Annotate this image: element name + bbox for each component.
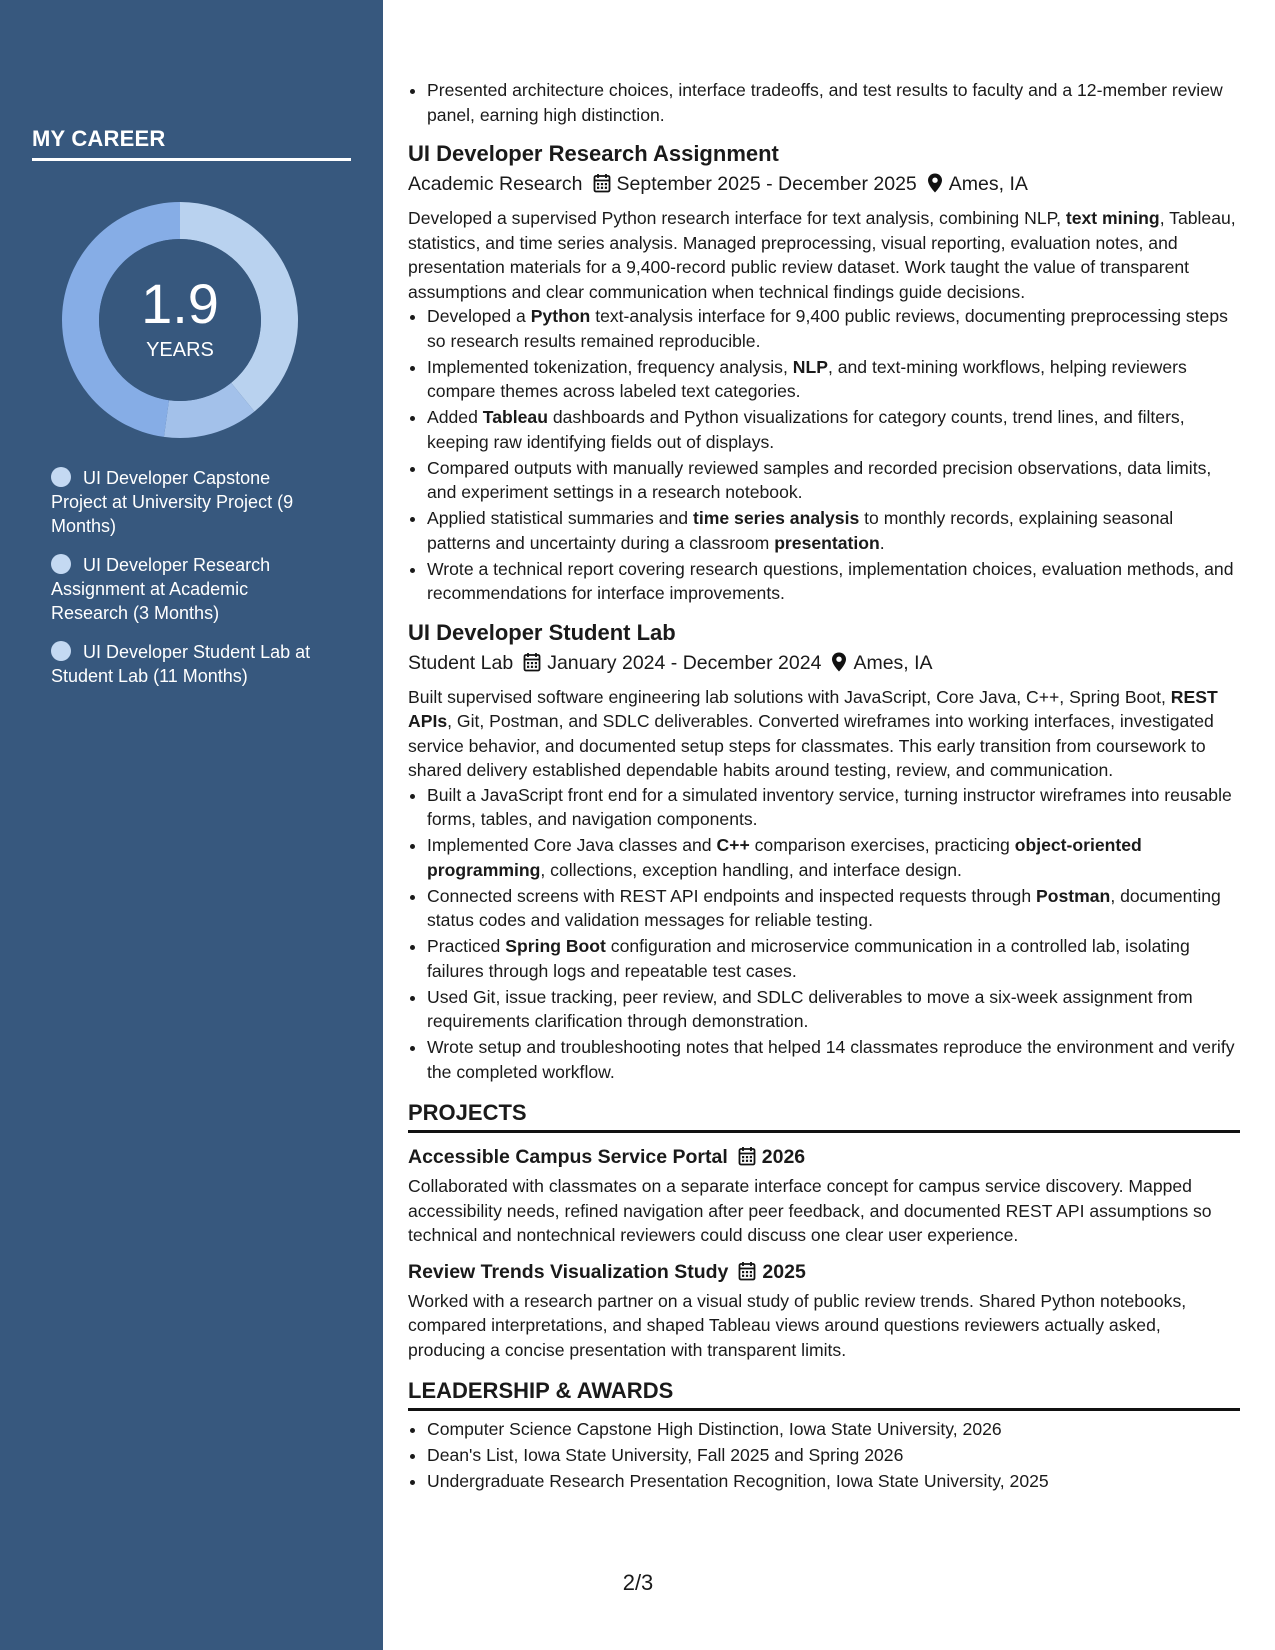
bold-keyword: NLP — [792, 356, 828, 377]
job-organization: Student Lab — [408, 651, 514, 674]
awards-heading: LEADERSHIP & AWARDS — [408, 1376, 1240, 1411]
bold-keyword: Spring Boot — [505, 936, 606, 956]
bullet-item — [427, 405, 1240, 454]
projects-heading: PROJECTS — [408, 1098, 1240, 1133]
legend-dot-icon — [51, 554, 71, 574]
project-title — [408, 1143, 1240, 1174]
bullet-item — [427, 783, 1240, 832]
job-summary — [408, 685, 1240, 783]
job-dates: January 2024 - December 2024 — [547, 651, 822, 674]
text-run: Wrote a technical report covering research questions, implementation choices, evaluation methods, and recommendations for interface improvements. — [427, 558, 1234, 603]
bold-keyword: Postman — [1036, 885, 1111, 906]
award-item: • Dean's List, Iowa State University, Fall 2025 and Spring 2026 — [427, 1443, 1240, 1468]
main-content — [408, 78, 1240, 1495]
job-location: Ames, IA — [948, 173, 1028, 195]
text-run: dashboards and Python visualizations for category counts, trend lines, and filters, keeping raw identifying fields out of displays. — [427, 407, 1185, 452]
bullet-item — [427, 1035, 1240, 1084]
career-legend-label: UI Developer Capstone Project at University Project (9 Months) — [51, 468, 294, 536]
text-run: , Tableau, statistics, and time series analysis. Managed preprocessing, visual reporting, evaluation notes, and presentation materials for a 9,400-record public review dataset. Work taught the value of transparent assumptions and clear communication when technical findings guide decisions. — [408, 208, 1236, 302]
text-run: Built a JavaScript front end for a simulated inventory service, turning instructor wireframes into reusable forms, tables, and navigation components. — [427, 784, 1232, 829]
bold-keyword: C++ — [716, 835, 750, 855]
donut-center-value: 1.9 — [141, 272, 219, 335]
job-title: UI Developer Student Lab — [408, 619, 676, 645]
bullet-item — [427, 355, 1240, 404]
bold-keyword: Python — [530, 306, 591, 326]
bold-keyword: REST APIs — [408, 686, 1218, 731]
job-organization: Academic Research — [408, 173, 583, 195]
project-title — [408, 1258, 1240, 1289]
calendar-icon — [523, 651, 541, 681]
job-title: UI Developer Research Assignment — [408, 141, 779, 166]
bold-keyword: presentation — [774, 532, 880, 553]
sidebar — [0, 0, 383, 1650]
text-run: Implemented Core Java classes and — [427, 835, 717, 855]
bullet-item — [427, 985, 1240, 1034]
text-run: , and text-mining workflows, helping reviewers compare themes across labeled text categories. — [427, 356, 1187, 401]
job-dates: September 2025 - December 2025 — [616, 173, 917, 195]
career-legend — [51, 466, 321, 703]
project-year: 2025 — [762, 1260, 806, 1283]
map-pin-icon — [831, 651, 847, 681]
calendar-icon — [593, 172, 611, 202]
map-pin-icon — [927, 172, 943, 202]
bullet-item — [427, 934, 1240, 983]
career-legend-item — [51, 553, 321, 625]
text-run: Used Git, issue tracking, peer review, and SDLC deliverables to move a six-week assignment from requirements clarification through demonstration. — [427, 986, 1193, 1031]
job-bullets — [408, 783, 1240, 1085]
text-run: . — [879, 532, 885, 553]
calendar-icon — [738, 1146, 756, 1174]
project-year: 2026 — [761, 1146, 806, 1168]
bold-keyword: object-oriented programming — [427, 835, 1142, 880]
career-legend-item — [51, 640, 321, 688]
job-summary — [408, 206, 1240, 304]
text-run: Connected screens with REST API endpoints and inspected requests through — [427, 885, 1036, 906]
bullet-item — [427, 557, 1240, 606]
intro-bullets — [408, 78, 1240, 127]
job-bullets — [408, 304, 1240, 606]
job-location: Ames, IA — [853, 651, 933, 674]
calendar-icon — [738, 1261, 756, 1289]
legend-dot-icon — [51, 467, 71, 487]
experience-list — [408, 139, 1240, 1084]
bullet-item — [427, 506, 1240, 555]
bullet-item — [427, 456, 1240, 505]
career-legend-item — [51, 466, 321, 538]
text-run: , collections, exception handling, and interface design. — [540, 859, 962, 880]
text-run: Practiced — [427, 936, 506, 956]
text-run: , Git, Postman, and SDLC deliverables. Converted wireframes into working interfaces, investigated service behavior, and documented setup steps for classmates. This early transition from coursework to shared delivery established dependable habits around testing, review, and communication. — [408, 711, 1214, 780]
project-name: Accessible Campus Service Portal — [408, 1146, 728, 1168]
text-run: Developed a supervised Python research interface for text analysis, combining NLP, — [408, 208, 1066, 228]
award-item: • Undergraduate Research Presentation Recognition, Iowa State University, 2025 — [427, 1469, 1240, 1494]
bullet-item — [427, 304, 1240, 353]
bullet-item — [427, 884, 1240, 933]
text-run: configuration and microservice communication in a controlled lab, isolating failures through logs and repeatable test cases. — [427, 936, 1190, 981]
text-run: Wrote setup and troubleshooting notes that helped 14 classmates reproduce the environment and verify the completed workflow. — [427, 1037, 1235, 1082]
project-description: Worked with a research partner on a visual study of public review trends. Shared Python notebooks, compared interpretations, and shaped Tableau views around questions reviewers actually asked, producing a concise presentation with transparent limits. — [408, 1290, 1187, 1360]
career-legend-label: UI Developer Student Lab at Student Lab (11 Months) — [51, 642, 311, 686]
bullet-item — [427, 78, 1240, 127]
text-run: Presented architecture choices, interface tradeoffs, and test results to faculty and a 12-member review panel, earning high distinction. — [427, 80, 1223, 125]
bold-keyword: time series analysis — [692, 508, 860, 528]
career-legend-label: UI Developer Research Assignment at Academic Research (3 Months) — [51, 555, 271, 623]
job-meta — [408, 648, 1240, 681]
donut-center-label: YEARS — [146, 339, 214, 361]
project-description: Collaborated with classmates on a separate interface concept for campus service discovery. Mapped accessibility needs, refined navigation after peer feedback, and documented REST API assumptions so technical and nontechnical reviewers could discuss one clear user experience. — [408, 1176, 1212, 1245]
bold-keyword: text mining — [1065, 208, 1160, 228]
text-run: to monthly records, explaining seasonal patterns and uncertainty during a classroom — [427, 508, 1174, 553]
text-run: Developed a — [427, 306, 531, 326]
text-run: text-analysis interface for 9,400 public reviews, documenting preprocessing steps so research results remained reproducible. — [427, 306, 1228, 351]
legend-dot-icon — [51, 641, 71, 661]
career-heading: MY CAREER — [32, 126, 351, 161]
text-run: Built supervised software engineering lab solutions with JavaScript, Core Java, C++, Spring Boot, — [408, 686, 1171, 707]
projects-list — [408, 1143, 1240, 1362]
career-donut-chart — [60, 200, 300, 440]
text-run: Compared outputs with manually reviewed samples and recorded precision observations, data limits, and experiment settings in a research notebook. — [427, 457, 1212, 502]
text-run: , documenting status codes and validation messages for reliable testing. — [427, 885, 1221, 930]
bold-keyword: Tableau — [482, 407, 548, 427]
text-run: Implemented tokenization, frequency analysis, — [427, 356, 793, 377]
awards-list — [408, 1417, 1240, 1494]
award-item: • Computer Science Capstone High Distinction, Iowa State University, 2026 — [427, 1417, 1240, 1442]
project-name: Review Trends Visualization Study — [408, 1260, 729, 1283]
job-meta — [408, 169, 1240, 202]
page-number: 2/3 — [622, 1570, 654, 1595]
text-run: comparison exercises, practicing — [749, 835, 1015, 855]
text-run: Added — [427, 407, 483, 427]
text-run: Applied statistical summaries and — [427, 508, 693, 528]
bullet-item — [427, 833, 1240, 882]
